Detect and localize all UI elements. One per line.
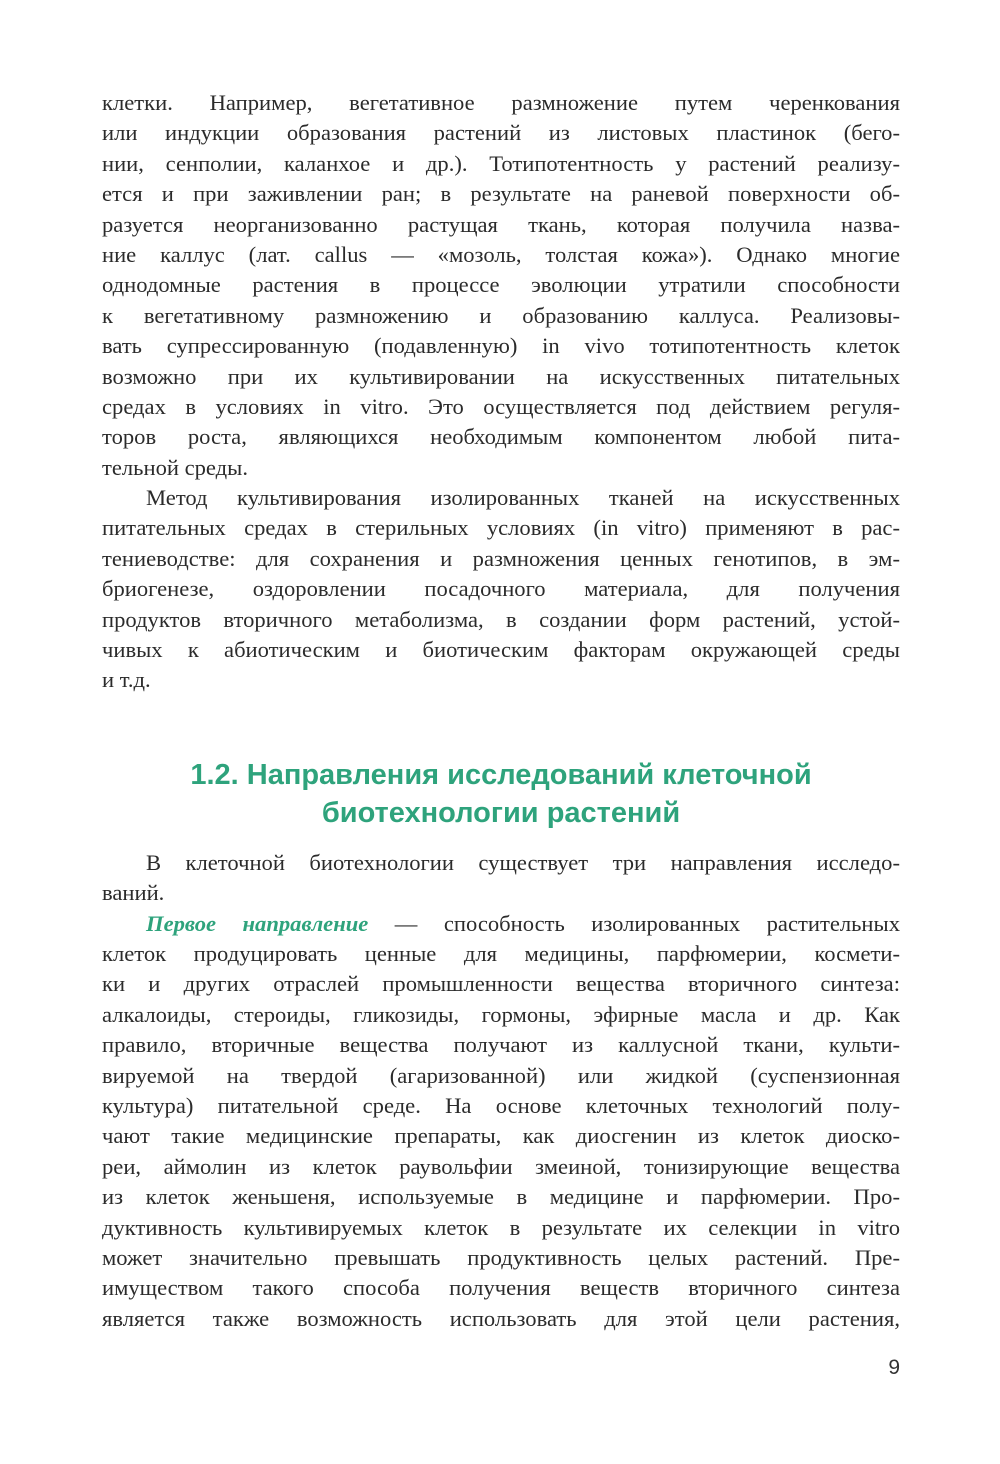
text-line: нии, сенполии, каланхое и др.). Тотипотентность у растений реализу-	[102, 150, 900, 176]
text-line: торов роста, являющихся необходимым компонентом любой пита-	[102, 424, 900, 450]
text-line: алкалоиды, стероиды, гликозиды, гормоны, эфирные масла и др. Как	[102, 1001, 900, 1027]
text-line: продуктов вторичного метаболизма, в создании форм растений, устой-	[102, 606, 900, 632]
page-body	[102, 88, 900, 1334]
text-line: тениеводстве: для сохранения и размножения ценных генотипов, в эм-	[102, 545, 900, 571]
text-line: тельной среды.	[102, 454, 248, 480]
text-line: ется и при заживлении ран; в результате на раневой поверхности об-	[102, 181, 900, 207]
section-heading-line-1: 1.2. Направления исследований клеточной	[190, 758, 812, 791]
text-line: питательных средах в стерильных условиях (in vitro) применяют в рас-	[102, 515, 900, 541]
text-line: к вегетативному размножению и образованию каллуса. Реализовы-	[102, 302, 900, 328]
text-line: культура) питательной среде. На основе клеточных технологий полу-	[102, 1092, 900, 1118]
text-line: вируемой на твердой (агаризованной) или жидкой (суспензионная	[102, 1062, 900, 1088]
text-line: дуктивность культивируемых клеток в результате их селекции in vitro	[102, 1214, 900, 1240]
text-line: из клеток женьшеня, используемые в медицине и парфюмерии. Про-	[102, 1184, 900, 1210]
text-line: клетки. Например, вегетативное размножение путем черенкования	[102, 90, 900, 115]
text-line: бриогенезе, оздоровлении посадочного материала, для получения	[102, 576, 900, 602]
text-line: средах в условиях in vitro. Это осуществляется под действием регуля-	[102, 393, 900, 419]
text-line: имуществом такого способа получения веществ вторичного синтеза	[102, 1275, 900, 1301]
text-line: В клеточной биотехнологии существует три направления исследо-	[146, 849, 900, 875]
text-line: разуется неорганизованно растущая ткань, которая получила назва-	[102, 211, 900, 237]
text-line: или индукции образования растений из листовых пластинок (бего-	[102, 120, 900, 146]
highlighted-term: Первое направление	[146, 910, 369, 936]
text-line: является также возможность использовать для этой цели растения,	[102, 1305, 900, 1331]
section-heading	[102, 756, 900, 832]
text-line: клеток продуцировать ценные для медицины, парфюмерии, космети-	[102, 940, 900, 966]
text-line: ние каллус (лат. callus — «мозоль, толстая кожа»). Однако многие	[102, 241, 900, 267]
text-line: однодомные растения в процессе эволюции утратили способности	[102, 272, 900, 298]
text-line: ки и других отраслей промышленности вещества вторичного синтеза:	[102, 971, 900, 997]
text-line-with-term	[102, 909, 900, 939]
text-line: реи, аймолин из клеток раувольфии змеиной, тонизирующие вещества	[102, 1153, 900, 1179]
text-line: чивых к абиотическим и биотическим факторам окружающей среды	[102, 637, 900, 663]
text-fragment: — способность изолированных растительных	[368, 910, 900, 936]
text-line: Метод культивирования изолированных тканей на искусственных	[146, 485, 900, 511]
page-number: 9	[888, 1356, 900, 1379]
paragraph-2	[102, 483, 900, 696]
section-heading-line-2: биотехнологии растений	[321, 796, 681, 829]
paragraph-4	[102, 909, 900, 1334]
text-line: и т.д.	[102, 667, 151, 693]
text-line: правило, вторичные вещества получают из каллусной ткани, культи-	[102, 1032, 900, 1058]
text-line: вать супрессированную (подавленную) in vivo тотипотентность клеток	[102, 333, 900, 359]
text-line: может значительно превышать продуктивность целых растений. Пре-	[102, 1244, 900, 1270]
text-line: ваний.	[102, 880, 165, 906]
paragraph-3	[102, 848, 900, 909]
paragraph-1	[102, 88, 900, 483]
text-line: чают такие медицинские препараты, как диосгенин из клеток диоско-	[102, 1123, 900, 1149]
text-line: возможно при их культивировании на искусственных питательных	[102, 363, 900, 389]
